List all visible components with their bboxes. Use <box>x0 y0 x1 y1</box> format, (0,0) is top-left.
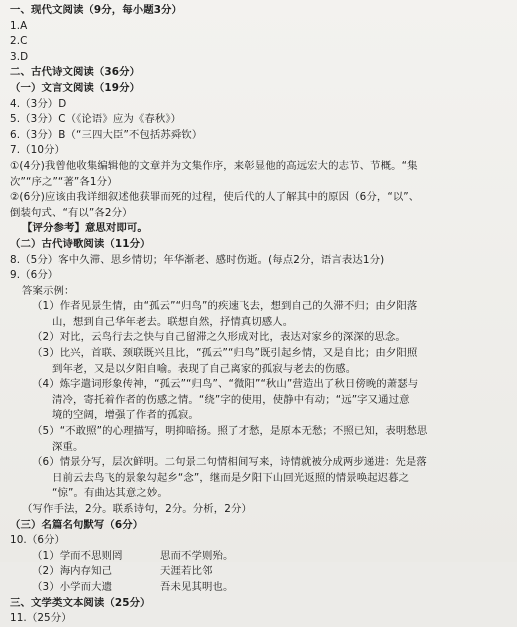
answer-line: 境的空阔，增强了作者的孤寂。 <box>52 409 199 422</box>
answer-line: （1）作者见景生情，由“孤云”“归鸟”的疾速飞去，想到自己的久滞不归；由夕阳落 <box>32 300 418 313</box>
answer-line: 4.（3分）D <box>10 97 67 110</box>
dictation-prompt: （1）学而不思则罔 <box>32 549 123 562</box>
answer-line: 清冷，寄托着作者的伤感之情。“绕”字的使用，使静中有动；“远”字又通过意 <box>52 393 410 406</box>
dictation-prompt: （2）海内存知己 <box>32 565 113 578</box>
section-heading: 二、古代诗文阅读（36分） <box>10 66 141 79</box>
answer-line: 日前云去鸟飞的景象勾起乡“念”，继而是夕阳下山回光返照的情景唤起迟暮之 <box>52 471 410 484</box>
section-heading: 一、现代文阅读（9分，每小题3分） <box>10 4 183 16</box>
answer-line: ②(6分)应该由我详细叙述他获罪而死的过程，使后代的人了解其中的原因（6分，“以”、 <box>10 191 420 204</box>
answer-line: 10.（6分） <box>10 534 66 547</box>
answer-line: 到年老，又是以夕阳自喻。表现了自己离家的孤寂与老去的伤感。 <box>52 362 357 375</box>
answer-line: 2.C <box>10 35 28 48</box>
dictation-answer: 吾未见其明也。 <box>160 580 234 593</box>
answer-line: “惊”。有曲达其意之妙。 <box>52 487 168 500</box>
answer-line: 次”“序之”“著”各1分） <box>10 175 118 188</box>
answer-line: ①(4分)我曾他收集编辑他的文章并为文集作序，来彰显他的高远宏大的志节、节概。“集 <box>10 159 418 172</box>
answer-line: 深重。 <box>52 440 84 453</box>
answer-line: 9.（6分） <box>10 269 59 282</box>
answer-line: （3）比兴，首联、颈联既兴且比，“孤云”“归鸟”既引起乡情，又是自比；由夕阳照 <box>32 347 418 360</box>
dictation-row <box>10 549 509 565</box>
dictation-prompt: （3）小学而大遗 <box>32 580 113 593</box>
dictation-answer: 天涯若比邻 <box>160 565 213 578</box>
answer-line: 8.（5分）客中久滞、思乡情切；年华渐老、感时伤逝。(每点2分，语言表达1分) <box>10 253 385 266</box>
answer-line: 11.（25分） <box>10 612 72 625</box>
dictation-row <box>10 580 509 596</box>
subsection-heading: （一）文言文阅读（19分） <box>10 81 141 94</box>
answer-line: 7.（10分） <box>10 144 66 157</box>
answer-line: （5）“不敢照”的心理描写，明抑暗扬。照了才愁，是原本无愁；不照已知，表明愁思 <box>32 425 428 438</box>
answer-line: 1.A <box>10 19 28 32</box>
subsection-heading: （二）古代诗歌阅读（11分） <box>10 237 151 250</box>
answer-line: 倒装句式、“有以”各2分） <box>10 206 133 219</box>
answer-line: 山，想到自己华年老去。联想自然，抒情真切感人。 <box>52 315 294 328</box>
scoring-note: 【评分参考】意思对即可。 <box>22 222 148 235</box>
answer-example-label: 答案示例： <box>22 284 75 297</box>
dictation-answer: 思而不学则殆。 <box>160 549 234 562</box>
answer-line: 5.（3分）C（《论语》应为《春秋》） <box>10 113 182 126</box>
section-heading: 三、文学类文本阅读（25分） <box>10 596 151 609</box>
subsection-heading: （三）名篇名句默写（6分） <box>10 518 144 531</box>
answer-line: （4）炼字遣词形象传神，“孤云”“归鸟”、“微阳”“秋山”营造出了秋日傍晚的萧瑟与 <box>32 378 419 391</box>
answer-line: （2）对比，云鸟行去之快与自己留滞之久形成对比，表达对家乡的深深的思念。 <box>32 331 406 344</box>
scoring-note: （写作手法，2分。联系诗句，2分。分析，2分） <box>22 503 252 515</box>
answer-line: 3.D <box>10 50 29 63</box>
dictation-row <box>10 564 509 580</box>
answer-line: （6）情景分写，层次鲜明。二句景二句情相间写来，诗情就被分成两步递进：先是落 <box>32 456 427 469</box>
answer-line: 6.（3分）B（“三四大臣”不包括苏舜钦） <box>10 128 203 141</box>
